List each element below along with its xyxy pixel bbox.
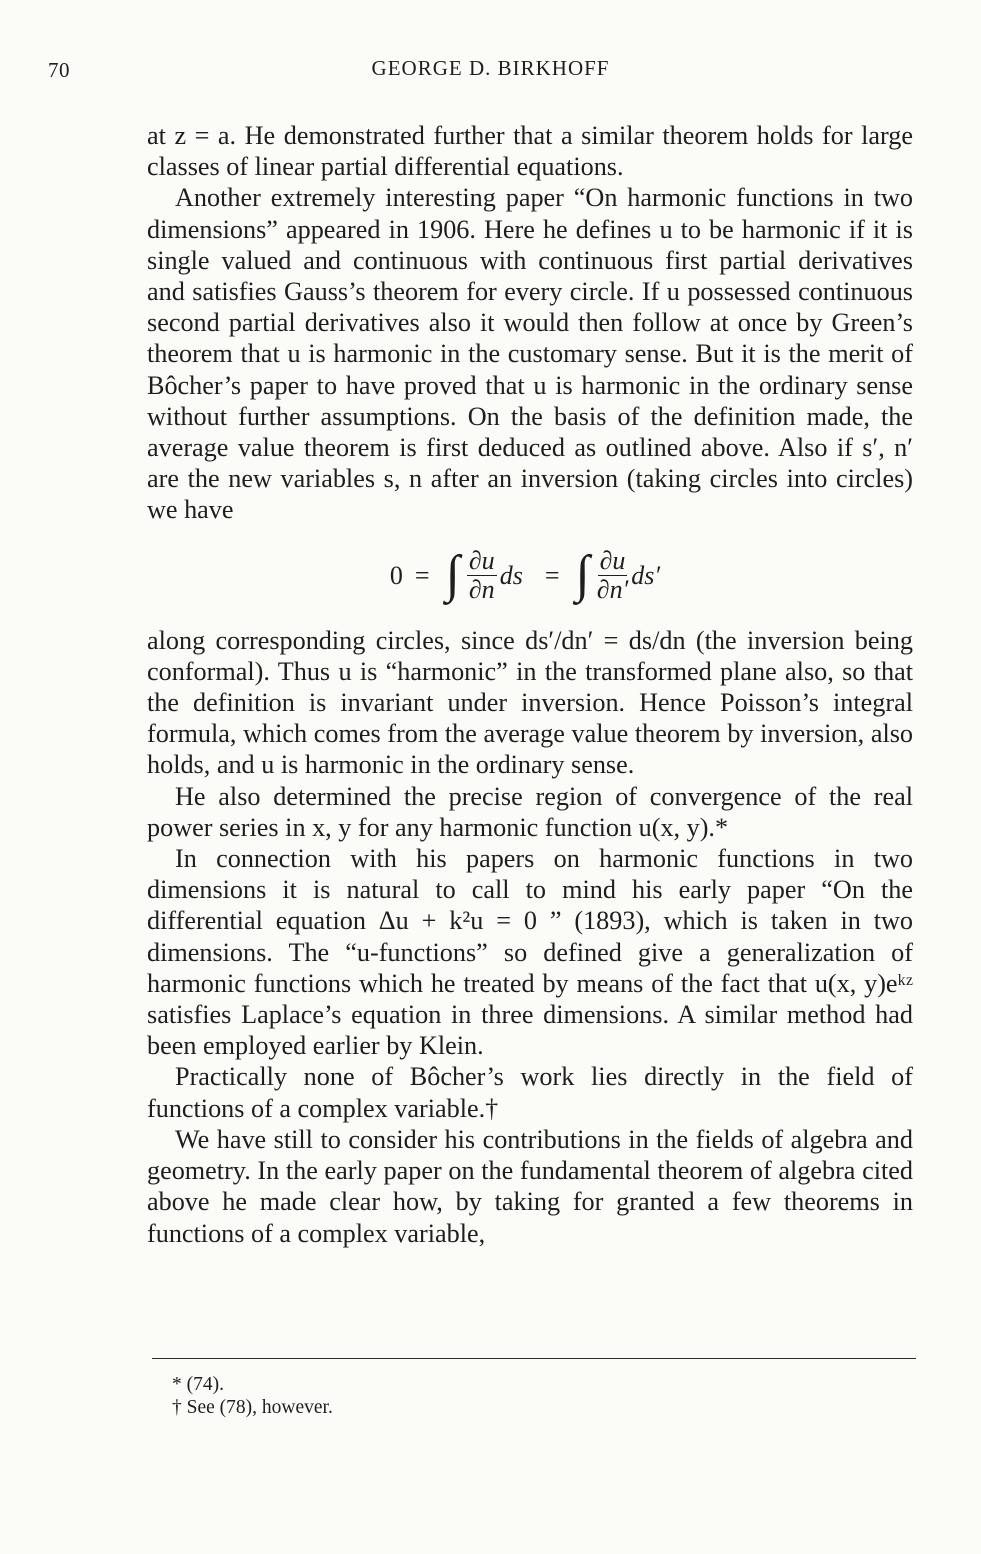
paragraph-1: at z = a. He demonstrated further that a similar theorem holds for large classes of linear partial differential equations.	[147, 121, 913, 182]
fraction-2-numerator: ∂u	[599, 545, 626, 575]
fraction-1	[467, 547, 497, 604]
fraction-1-numerator: ∂u	[468, 545, 495, 575]
fraction-2	[597, 547, 629, 604]
fraction-2-denominator: ∂n′	[596, 574, 629, 604]
paragraph-6: Practically none of Bôcher’s work lies directly in the field of functions of a complex variable.†	[147, 1062, 913, 1123]
paragraph-4: He also determined the precise region of convergence of the real power series in x, y for any harmonic function u(x, y).*	[147, 781, 913, 842]
running-head: GEORGE D. BIRKHOFF	[371, 56, 610, 80]
footnote-1: * (74).	[172, 1374, 224, 1395]
fraction-1-denominator: ∂n	[468, 574, 495, 604]
page-number: 70	[48, 58, 70, 82]
paragraph-2: Another extremely interesting paper “On harmonic functions in two dimensions” appeared in 1906. Here he defines u to be harmonic if it is single valued and continuous with continuous first partial derivatives and satisfies Gauss’s theorem for every circle. If u possessed continuous second partial derivatives also it would then follow at once by Green’s theorem that u is harmonic in the customary sense. But it is the merit of Bôcher’s paper to have proved that u is harmonic in the ordinary sense without further assumptions. On the basis of the definition made, the average value theorem is first deduced as outlined above. Also if s′, n′ are the new variables s, n after an inversion (taking circles into circles) we have	[147, 183, 913, 525]
differential-1: ds	[499, 560, 523, 590]
equation-lhs: 0	[389, 560, 403, 590]
paragraph-7: We have still to consider his contributions in the fields of algebra and geometry. In the early paper on the fundamental theorem of algebra cited above he made clear how, by taking for granted a few theorems in functions of a complex variable,	[147, 1124, 913, 1248]
footnotes	[172, 1373, 333, 1419]
body-text	[147, 120, 913, 1249]
footnote-rule	[152, 1358, 916, 1359]
integral-sign-2: ∫	[575, 546, 590, 604]
paragraph-5: In connection with his papers on harmonic functions in two dimensions it is natural to call to mind his early paper “On the differential equation Δu + k²u = 0 ” (1893), which is taken in two dimensions. The “u-functions” so defined give a generalization of harmonic functions which he treated by means of the fact that u(x, y)eᵏᶻ satisfies Laplace’s equation in three dimensions. A similar method had been employed earlier by Klein.	[147, 844, 913, 1061]
paragraph-3: along corresponding circles, since ds′/dn′ = ds/dn (the inversion being conformal). Thus u is “harmonic” in the transformed plane also, so that the definition is invariant under inversion. Hence Poisson’s integral formula, which comes from the average value theorem by inversion, also holds, and u is harmonic in the ordinary sense.	[147, 625, 913, 780]
equals-sign-2: =	[544, 560, 560, 590]
integral-sign-1: ∫	[445, 546, 460, 604]
equals-sign: =	[414, 560, 430, 590]
footnote-2: † See (78), however.	[172, 1397, 333, 1418]
differential-2: ds′	[631, 560, 661, 590]
display-equation	[147, 526, 913, 625]
